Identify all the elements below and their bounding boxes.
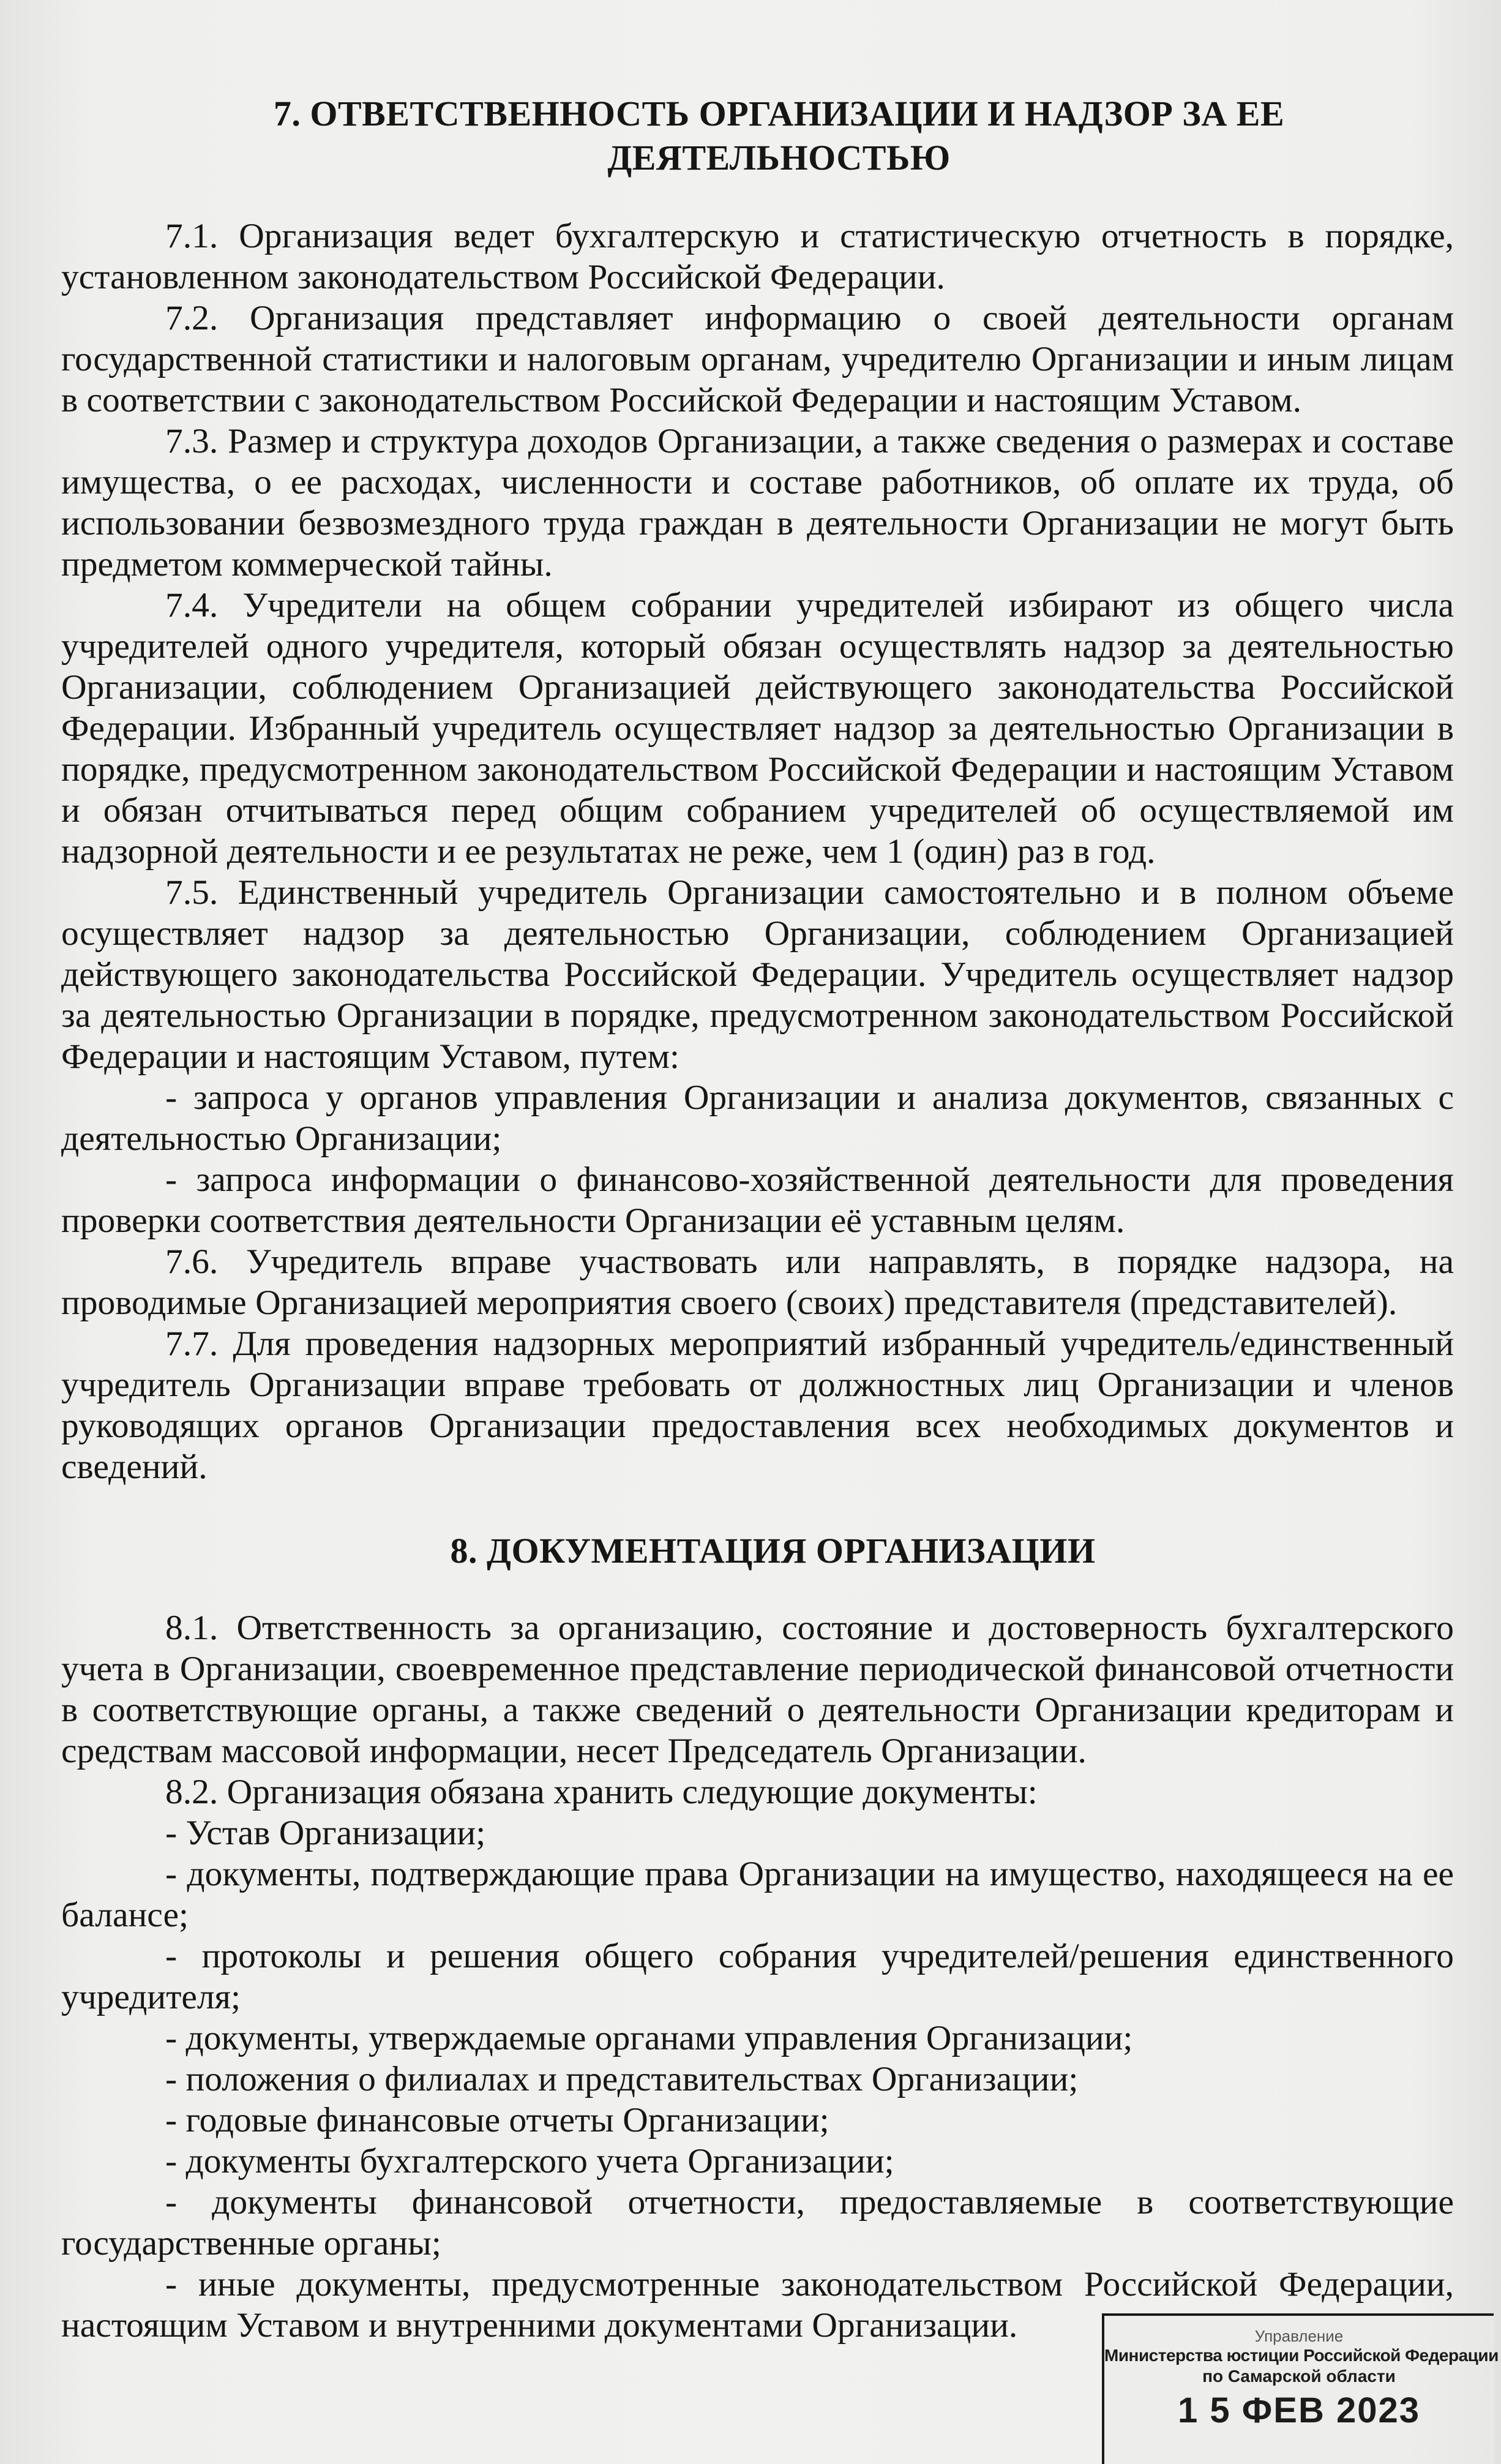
paragraph-7-4: 7.4. Учредители на общем собрании учредителей избирают из общего числа учредителей одного учредителя, который обязан осуществлять надзор за деятельностью Организации, соблюдением Организацией действующего законодательства Российской Федерации. Избранный учредитель осуществляет надзор за деятельностью Организации в порядке, предусмотренном законодательством Российской Федерации и настоящим Уставом и обязан отчитываться перед общим собранием учредителей об осуществляемой им надзорной деятельности и ее результатах не реже, чем 1 (один) раз в год. (61, 586, 1454, 871)
section-8 (61, 1529, 1454, 2346)
section-8-body (61, 1607, 1454, 2346)
list-item: - документы финансовой отчетности, предоставляемые в соответствующие государственные органы; (61, 2183, 1454, 2263)
list-item: - годовые финансовые отчеты Организации; (165, 2101, 829, 2139)
paragraph-7-6: 7.6. Учредитель вправе участвовать или направлять, в порядке надзора, на проводимые Организацией мероприятия своего (своих) представителя (представителей). (61, 1242, 1454, 1322)
list-item: - иные документы, предусмотренные законодательством Российской Федерации, настоящим Уставом и внутренними документами Организации. (61, 2265, 1454, 2345)
list-item: - Устав Организации; (165, 1814, 486, 1852)
stamp-line-2: Министерства юстиции Российской Федерации (1104, 2346, 1499, 2365)
list-item: - документы бухгалтерского учета Организации; (165, 2142, 894, 2180)
list-item: - документы, утверждаемые органами управления Организации; (165, 2019, 1133, 2057)
stamp-line-1: Управление (1254, 2327, 1344, 2345)
list-item: - запроса информации о финансово-хозяйственной деятельности для проведения проверки соответствия деятельности Организации её уставным целям. (61, 1160, 1454, 1240)
section-7-body (61, 216, 1454, 1487)
stamp-line-3: по Самарской области (1202, 2367, 1396, 2386)
paragraph-7-5: 7.5. Единственный учредитель Организации самостоятельно и в полном объеме осуществляет надзор за деятельностью Организации, соблюдением Организацией действующего законодательства Российской Федерации. Учредитель осуществляет надзор за деятельностью Организации в порядке, предусмотренном законодательством Российской Федерации и настоящим Уставом, путем: (61, 873, 1454, 1076)
paragraph-7-3: 7.3. Размер и структура доходов Организации, а также сведения о размерах и составе имущества, о ее расходах, численности и составе работников, об оплате их труда, об использовании безвозмездного труда граждан в деятельности Организации не могут быть предметом коммерческой тайны. (61, 422, 1454, 584)
stamp-date: 1 5 ФЕВ 2023 (1178, 2391, 1420, 2430)
list-item: - положения о филиалах и представительствах Организации; (165, 2060, 1079, 2098)
section-8-title: 8. ДОКУМЕНТАЦИЯ ОРГАНИЗАЦИИ (450, 1531, 1096, 1571)
paragraph-7-7: 7.7. Для проведения надзорных мероприятий избранный учредитель/единственный учредитель Организации вправе требовать от должностных лиц Организации и членов руководящих органов Организации предоставления всех необходимых документов и сведений. (61, 1324, 1454, 1486)
section-7-title-line1: 7. ОТВЕТСТВЕННОСТЬ ОРГАНИЗАЦИИ И НАДЗОР ЗА ЕЕ (273, 94, 1285, 133)
paragraph-7-2: 7.2. Организация представляет информацию о своей деятельности органам государственной статистики и налоговым органам, учредителю Организации и иным лицам в соответствии с законодательством Российской Федерации и настоящим Уставом. (61, 299, 1454, 419)
document-content (61, 92, 1454, 2346)
section-7-title (61, 92, 1454, 180)
section-7 (61, 92, 1454, 1487)
list-item: - запроса у органов управления Организации и анализа документов, связанных с деятельностью Организации; (61, 1078, 1454, 1158)
paragraph-8-2: 8.2. Организация обязана хранить следующие документы: (165, 1773, 1038, 1811)
registration-stamp (1102, 2313, 1499, 2464)
section-7-title-line2: ДЕЯТЕЛЬНОСТЬЮ (607, 138, 951, 178)
paragraph-8-1: 8.1. Ответственность за организацию, состояние и достоверность бухгалтерского учета в Организации, своевременное представление периодической финансовой отчетности в соответствующие органы, а также сведений о деятельности Организации кредиторам и средствам массовой информации, несет Председатель Организации. (61, 1609, 1454, 1770)
list-item: - протоколы и решения общего собрания учредителей/решения единственного учредителя; (61, 1937, 1454, 2016)
list-item: - документы, подтверждающие права Организации на имущество, находящееся на ее балансе; (61, 1855, 1454, 1934)
paragraph-7-1: 7.1. Организация ведет бухгалтерскую и статистическую отчетность в порядке, установленном законодательством Российской Федерации. (61, 217, 1454, 296)
